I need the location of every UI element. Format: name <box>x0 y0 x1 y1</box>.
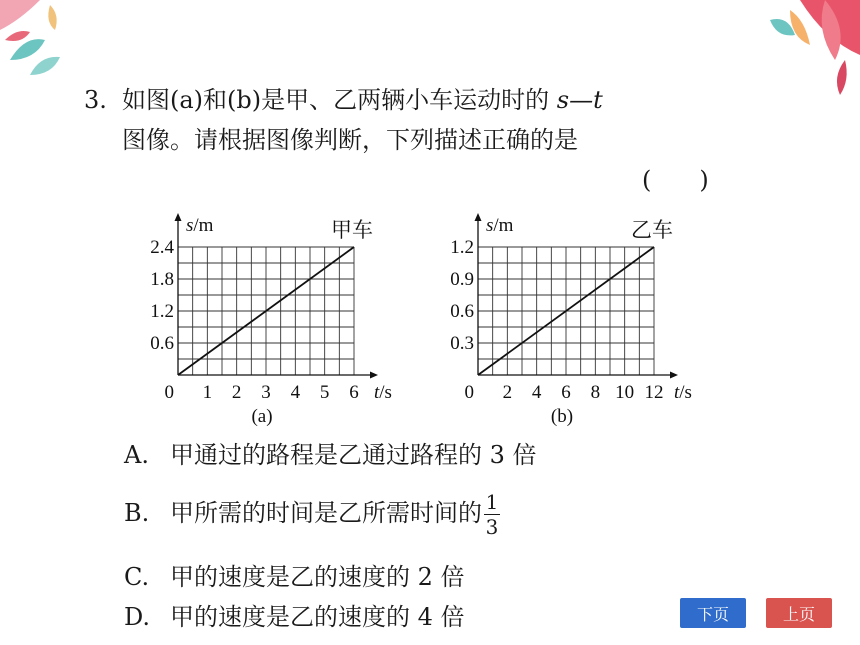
option-d-letter: D. <box>124 603 151 631</box>
question-line-1-text: 如图(a)和(b)是甲、乙两辆小车运动时的 <box>122 86 550 114</box>
y-axis-label-unit: /m <box>493 215 514 236</box>
origin-label: 0 <box>464 382 474 403</box>
x-tick-label: 2 <box>502 382 513 403</box>
y-tick-label: 1.2 <box>450 237 474 258</box>
x-tick-label: 2 <box>231 382 242 403</box>
x-tick-label: 12 <box>644 382 664 403</box>
previous-page-button[interactable]: 上页 <box>766 598 832 628</box>
x-axis-label-unit: /s <box>679 382 692 403</box>
option-a[interactable] <box>124 435 537 470</box>
y-axis-label <box>186 215 214 236</box>
x-axis-label-unit: /s <box>379 382 392 403</box>
fraction-numerator: 1 <box>485 490 499 514</box>
y-axis-label-unit: /m <box>193 215 214 236</box>
y-tick-label: 0.6 <box>150 333 174 354</box>
x-tick-label: 6 <box>349 382 359 403</box>
fraction-denominator: 3 <box>485 515 499 539</box>
y-axis-label-var: s <box>486 215 494 236</box>
y-tick-label: 1.8 <box>150 269 174 290</box>
answer-parentheses: ( ) <box>642 166 709 194</box>
y-axis-label-var: s <box>186 215 194 236</box>
x-axis-arrow <box>370 372 378 379</box>
series-name-label: 甲车 <box>331 218 373 242</box>
option-a-text: 甲通过的路程是乙通过路程的 3 倍 <box>170 441 537 469</box>
chart-caption: (b) <box>550 406 574 427</box>
x-axis-label-var: t <box>674 382 680 403</box>
chart-caption: (a) <box>251 406 273 427</box>
x-tick-label: 1 <box>202 382 213 403</box>
option-c-letter: C. <box>124 563 150 591</box>
chart-a-svg <box>140 200 400 430</box>
y-tick-label: 1.2 <box>150 301 174 322</box>
x-axis-label <box>674 382 692 403</box>
x-tick-label: 8 <box>590 382 601 403</box>
x-axis-arrow <box>670 372 678 379</box>
y-tick-label: 2.4 <box>150 237 174 258</box>
option-b[interactable] <box>124 491 500 538</box>
option-a-letter: A. <box>124 441 149 469</box>
option-c[interactable] <box>124 557 465 592</box>
chart-b-svg <box>440 200 710 430</box>
x-axis-label <box>374 382 392 403</box>
x-tick-label: 5 <box>319 382 330 403</box>
chart-b <box>440 200 710 434</box>
x-tick-label: 10 <box>615 382 635 403</box>
option-d[interactable] <box>124 597 465 632</box>
x-tick-label: 4 <box>290 382 301 403</box>
series-name-label: 乙车 <box>631 218 673 242</box>
decorative-leaves-top-right <box>730 0 860 95</box>
y-tick-label: 0.9 <box>450 269 474 290</box>
option-c-text: 甲的速度是乙的速度的 2 倍 <box>170 563 465 591</box>
x-axis-label-var: t <box>374 382 380 403</box>
y-axis-arrow <box>175 213 182 221</box>
option-b-letter: B. <box>124 499 150 527</box>
option-b-text: 甲所需的时间是乙所需时间的 <box>170 499 482 527</box>
next-page-button[interactable]: 下页 <box>680 598 746 628</box>
question-line-1 <box>122 80 603 120</box>
chart-a <box>140 200 400 434</box>
decorative-leaves-top-left <box>0 0 90 90</box>
y-tick-label: 0.3 <box>450 333 474 354</box>
x-tick-label: 3 <box>261 382 271 403</box>
x-tick-label: 4 <box>531 382 542 403</box>
x-tick-label: 6 <box>561 382 571 403</box>
option-d-text: 甲的速度是乙的速度的 4 倍 <box>170 603 465 631</box>
y-axis-arrow <box>475 213 482 221</box>
question-number: 3. <box>84 86 107 114</box>
question-line-2: 图像。请根据图像判断，下列描述正确的是 <box>122 126 578 154</box>
origin-label: 0 <box>164 382 174 403</box>
y-tick-label: 0.6 <box>450 301 474 322</box>
y-axis-label <box>486 215 514 236</box>
question-st-label: s—t <box>556 86 603 114</box>
option-b-fraction <box>484 491 500 538</box>
